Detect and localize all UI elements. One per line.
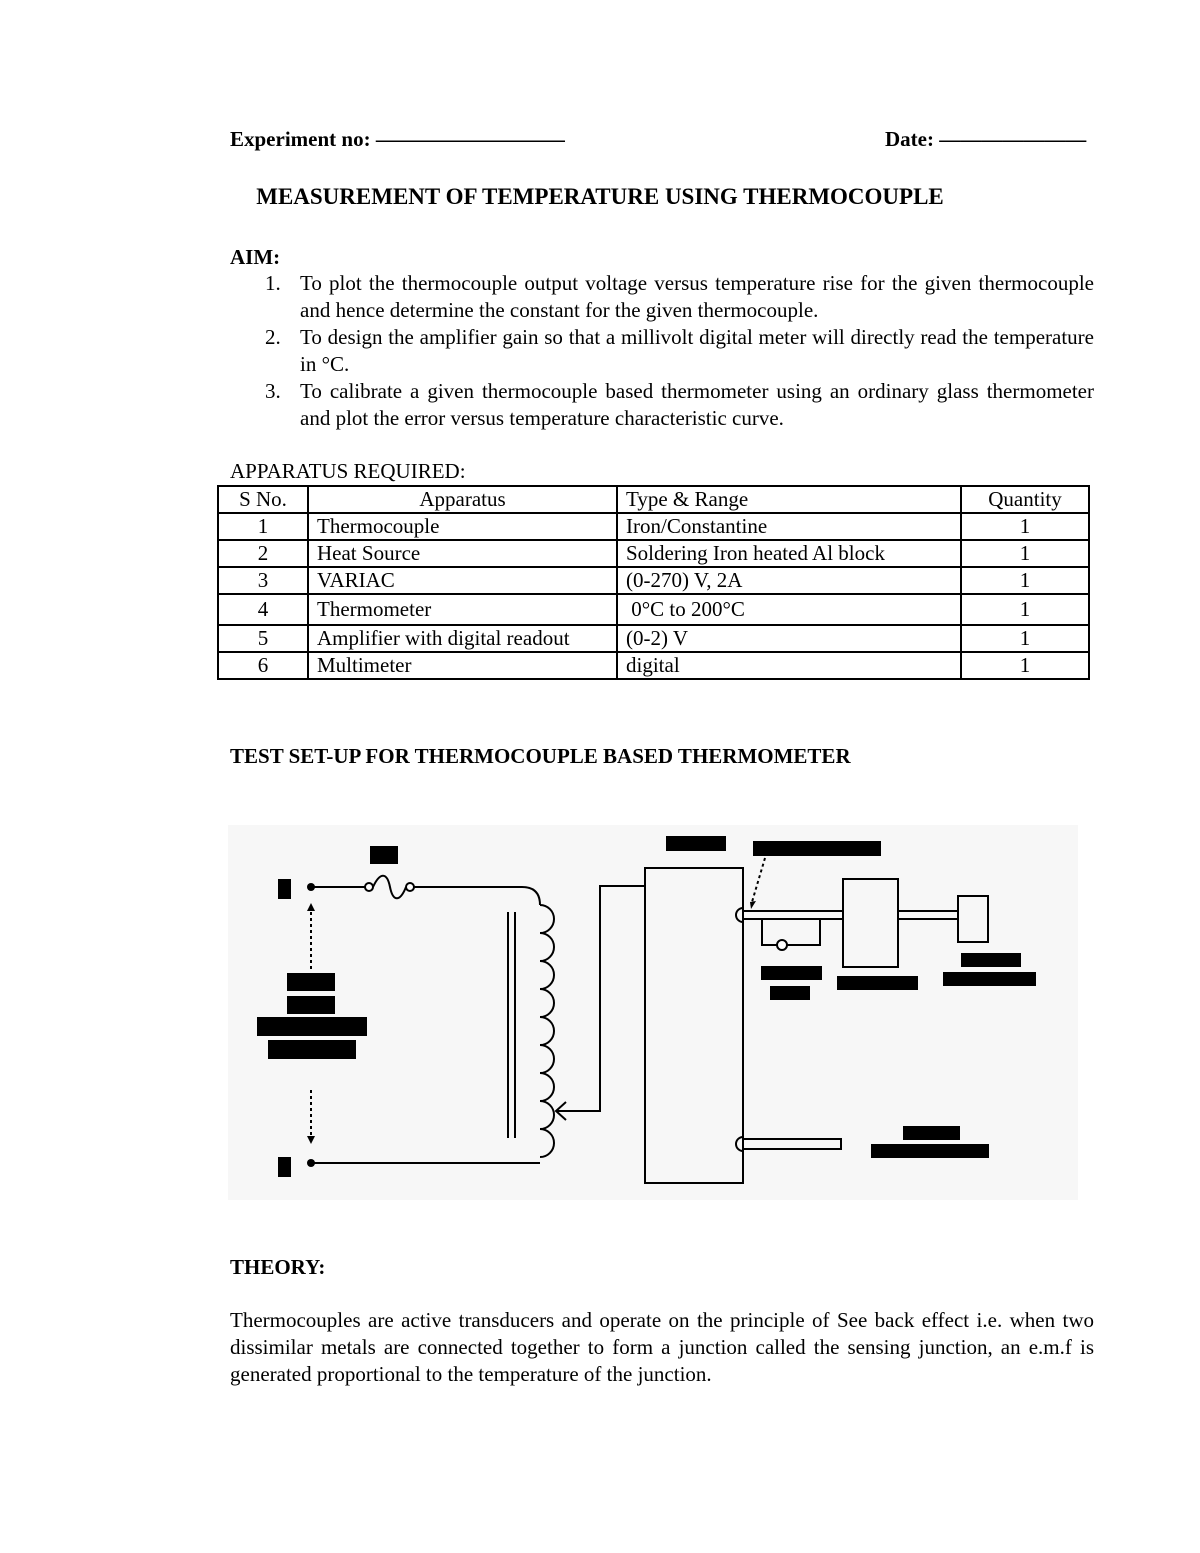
table-cell: 1 bbox=[961, 513, 1089, 540]
diagram-background bbox=[228, 825, 1078, 1200]
table-cell: 0°C to 200°C bbox=[617, 594, 961, 625]
table-cell: 1 bbox=[218, 513, 308, 540]
table-cell: 1 bbox=[961, 594, 1089, 625]
redacted-label bbox=[666, 836, 726, 851]
supply-terminal bbox=[307, 1159, 315, 1167]
table-row bbox=[218, 652, 1089, 679]
aim-item-number: 3. bbox=[265, 379, 281, 403]
redacted-label bbox=[837, 976, 918, 990]
redacted-label bbox=[770, 986, 810, 1000]
aim-item-number: 1. bbox=[265, 271, 281, 295]
redacted-label bbox=[257, 1017, 367, 1036]
table-header-row bbox=[218, 486, 1089, 513]
table-cell: 1 bbox=[961, 540, 1089, 567]
table-cell: 2 bbox=[218, 540, 308, 567]
setup-heading: TEST SET-UP FOR THERMOCOUPLE BASED THERMOMETER bbox=[230, 744, 851, 768]
table-cell: (0-2) V bbox=[617, 625, 961, 652]
table-cell: digital bbox=[617, 652, 961, 679]
apparatus-table bbox=[217, 485, 1090, 680]
table-cell: 4 bbox=[218, 594, 308, 625]
table-row bbox=[218, 567, 1089, 594]
aim-item bbox=[230, 270, 1094, 326]
table-cell: Thermocouple bbox=[308, 513, 617, 540]
table-cell: 1 bbox=[961, 567, 1089, 594]
aim-item-number: 2. bbox=[265, 325, 281, 349]
table-cell: Thermometer bbox=[308, 594, 617, 625]
table-row bbox=[218, 625, 1089, 652]
redacted-label bbox=[961, 953, 1021, 967]
supply-terminal bbox=[307, 883, 315, 891]
table-cell: Soldering Iron heated Al block bbox=[617, 540, 961, 567]
table-cell: (0-270) V, 2A bbox=[617, 567, 961, 594]
table-cell: Amplifier with digital readout bbox=[308, 625, 617, 652]
table-cell: 1 bbox=[961, 652, 1089, 679]
aim-item-text: To plot the thermocouple output voltage versus temperature rise for the given thermocouple and hence determine the constant for the given thermocouple. bbox=[300, 271, 1094, 322]
redacted-label bbox=[903, 1126, 960, 1140]
redacted-label bbox=[278, 879, 291, 899]
fuse-terminal bbox=[406, 883, 414, 891]
experiment-number-label: Experiment no: ————————— bbox=[230, 127, 565, 151]
table-cell: Multimeter bbox=[308, 652, 617, 679]
thermometer-bulb bbox=[777, 940, 787, 950]
fuse-terminal bbox=[365, 883, 373, 891]
page-title: MEASUREMENT OF TEMPERATURE USING THERMOCOUPLE bbox=[256, 184, 944, 209]
redacted-label bbox=[753, 841, 881, 856]
redacted-label bbox=[761, 966, 822, 980]
aim-item-text: To design the amplifier gain so that a millivolt digital meter will directly read the temperature in °C. bbox=[300, 325, 1094, 376]
table-cell: Heat Source bbox=[308, 540, 617, 567]
table-cell: 1 bbox=[961, 625, 1089, 652]
column-header: Quantity bbox=[961, 486, 1089, 513]
redacted-label bbox=[370, 846, 398, 864]
aim-item bbox=[230, 378, 1094, 434]
test-setup-diagram bbox=[225, 822, 1090, 1207]
table-cell: 6 bbox=[218, 652, 308, 679]
redacted-label bbox=[943, 972, 1036, 986]
date-label: Date: ——————— bbox=[885, 127, 1087, 151]
table-row bbox=[218, 540, 1089, 567]
redacted-label bbox=[287, 996, 335, 1014]
apparatus-heading: APPARATUS REQUIRED: bbox=[230, 459, 466, 483]
column-header: Type & Range bbox=[617, 486, 961, 513]
table-cell: Iron/Constantine bbox=[617, 513, 961, 540]
aim-heading: AIM: bbox=[230, 245, 281, 269]
theory-paragraph: Thermocouples are active transducers and operate on the principle of See back effect i.e. when two dissimilar metals are connected together to form a junction called the sensing junction, an e.m.f is generated proportional to the temperature of the junction. bbox=[230, 1308, 1094, 1386]
aim-item bbox=[230, 324, 1094, 380]
column-header: S No. bbox=[218, 486, 308, 513]
redacted-label bbox=[268, 1040, 356, 1059]
theory-heading: THEORY: bbox=[230, 1255, 326, 1279]
redacted-label bbox=[278, 1157, 291, 1177]
table-row bbox=[218, 594, 1089, 625]
column-header: Apparatus bbox=[308, 486, 617, 513]
table-row bbox=[218, 513, 1089, 540]
aim-item-text: To calibrate a given thermocouple based thermometer using an ordinary glass thermometer and plot the error versus temperature characteristic curve. bbox=[300, 379, 1094, 430]
table-cell: 3 bbox=[218, 567, 308, 594]
redacted-label bbox=[871, 1144, 989, 1158]
table-cell: VARIAC bbox=[308, 567, 617, 594]
table-cell: 5 bbox=[218, 625, 308, 652]
redacted-label bbox=[287, 973, 335, 991]
